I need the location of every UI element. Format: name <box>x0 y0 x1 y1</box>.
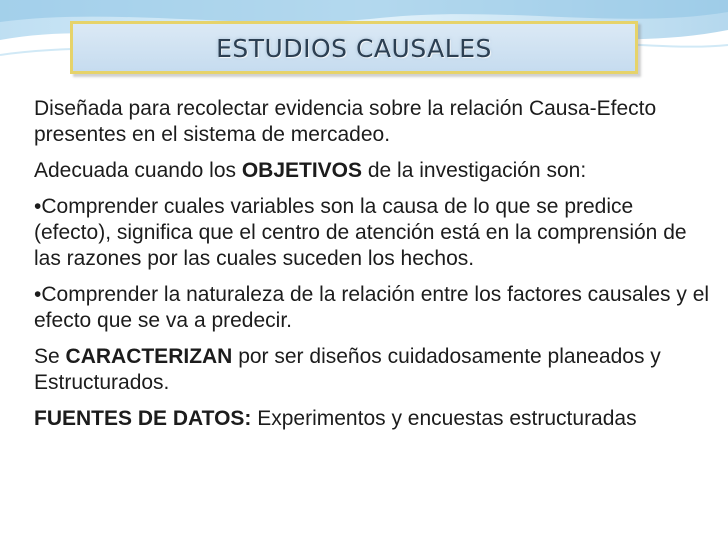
paragraph-objectives <box>34 158 710 184</box>
characterize-intro: Se <box>34 345 66 368</box>
paragraph-data-sources <box>34 406 710 432</box>
characterize-rest: por ser diseños cuidadosamente planeados y Estructurados. <box>34 345 661 394</box>
characterize-keyword: CARACTERIZAN <box>65 345 233 368</box>
title-box <box>70 21 638 74</box>
bullet-nature: •Comprender la naturaleza de la relación entre los factores causales y el efecto que se va a predecir. <box>34 283 710 332</box>
slide-title: ESTUDIOS CAUSALES <box>216 34 492 63</box>
bullet-causes: •Comprender cuales variables son la causa de lo que se predice (efecto), significa que el centro de atención está en la comprensión de las razones por las cuales suceden los hechos. <box>34 195 687 270</box>
slide-body <box>34 96 710 442</box>
paragraph-characterize <box>34 344 710 396</box>
data-sources-keyword: FUENTES DE DATOS: <box>34 407 252 430</box>
data-sources-rest: Experimentos y encuestas estructuradas <box>251 407 637 430</box>
objectives-rest: de la investigación son: <box>362 159 587 182</box>
paragraph-definition: Diseñada para recolectar evidencia sobre la relación Causa-Efecto presentes en el sistema de mercadeo. <box>34 97 657 146</box>
objectives-keyword: OBJETIVOS <box>241 159 363 182</box>
objectives-intro: Adecuada cuando los <box>34 159 242 182</box>
